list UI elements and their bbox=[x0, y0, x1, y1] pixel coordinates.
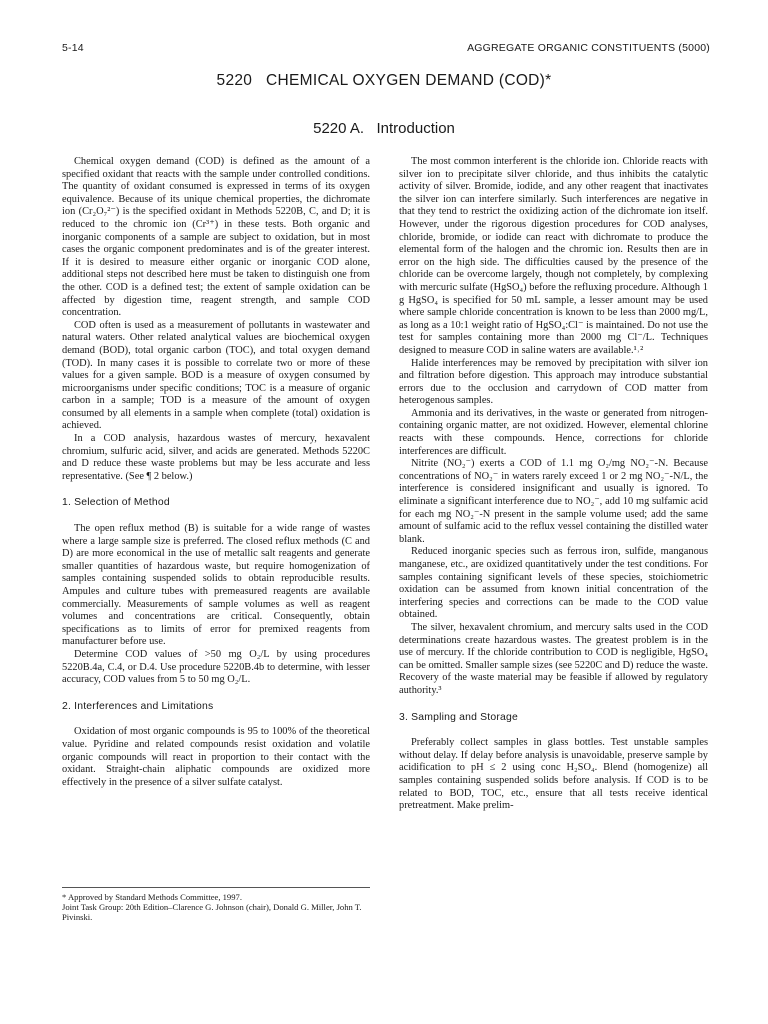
footnote-approval: * Approved by Standard Methods Committee, 1997. bbox=[62, 892, 242, 902]
right-column bbox=[399, 156, 708, 813]
left-column bbox=[62, 156, 370, 789]
paragraph: Nitrite (NO₂⁻) exerts a COD of 1.1 mg O₂/mg NO₂⁻-N. Because concentrations of NO₂⁻ in waters rarely exceed 1 or 2 mg NO₂⁻-N/L, the interference is considered insignificant and usually is ignored. To eliminate a significant interference due to NO₂⁻, add 10 mg sulfamic acid for each mg NO₂⁻-N present in the sample volume used; add the same amount of sulfamic acid to the reflux vessel containing the distilled water blank. bbox=[399, 458, 708, 545]
footnote-task-group: Joint Task Group: 20th Edition–Clarence G. Johnson (chair), Donald G. Miller, John T. Pivinski. bbox=[62, 902, 362, 922]
paragraph: Chemical oxygen demand (COD) is defined as the amount of a specified oxidant that reacts with the sample under controlled conditions. The quantity of oxidant consumed is expressed in terms of its oxygen equivalence. Because of its unique chemical properties, the dichromate ion (Cr₂O₇²⁻) is the specified oxidant in Methods 5220B, C, and D; it is reduced to the chromic ion (Cr³⁺) in these tests. Both organic and inorganic components of a sample are subject to oxidation, but in most cases the organic component predominates and is of the greater interest. If it is desired to measure either organic or inorganic COD alone, additional steps not described here must be taken to distinguish one from the other. COD is a defined test; the extent of sample oxidation can be affected by digestion time, reagent strength, and sample COD concentration. bbox=[62, 156, 370, 319]
paragraph: The open reflux method (B) is suitable for a wide range of wastes where a large sample size is preferred. The closed reflux methods (C and D) are more economical in the use of metallic salt reagents and generate smaller quantities of hazardous waste, but require homogenization of samples containing suspended solids to obtain reproducible results. Ampules and culture tubes with premeasured reagents are available commercially. Measurements of sample volumes as well as reagent volumes and concentrations are critical. Consequently, obtain specifications as to limits of error for premixed reagents from manufacturer before use. bbox=[62, 523, 370, 648]
paragraph: Reduced inorganic species such as ferrous iron, sulfide, manganous manganese, etc., are oxidized quantitatively under the test conditions. For samples containing significant levels of these species, stoichiometric oxidation can be assumed from known initial concentration of the interfering species and corrections can be made to the COD value obtained. bbox=[399, 546, 708, 621]
paragraph: COD often is used as a measurement of pollutants in wastewater and natural waters. Other related analytical values are biochemical oxygen demand (BOD), total organic carbon (TOC), and total oxygen demand (TOD). In many cases it is possible to correlate two or more of these values for a given sample. BOD is a measure of oxygen consumed by microorganisms under specific conditions; TOC is a measure of organic carbon in a sample; TOD is a measure of the amount of oxygen consumed by all elements in a sample when complete (total) oxidation is achieved. bbox=[62, 319, 370, 432]
paragraph: In a COD analysis, hazardous wastes of mercury, hexavalent chromium, sulfuric acid, silver, and acids are generated. Methods 5220C and D reduce these waste problems but may be less accurate and less representative. (See ¶ 2 below.) bbox=[62, 433, 370, 482]
page-number: 5-14 bbox=[62, 42, 84, 54]
paragraph: Halide interferences may be removed by precipitation with silver ion and filtration before digestion. This approach may introduce substantial errors due to the occlusion and carrydown of COD matter from heterogenous samples. bbox=[399, 357, 708, 407]
paragraph: Preferably collect samples in glass bottles. Test unstable samples without delay. If delay before analysis is unavoidable, preserve sample by acidification to pH ≤ 2 using conc H₂SO₄. Blend (homogenize) all samples containing suspended solids before analysis. If COD is to be related to BOD, TOC, etc., ensure that all tests receive identical pretreatment. Make prelim- bbox=[399, 737, 708, 812]
document-title: 5220 CHEMICAL OXYGEN DEMAND (COD)* bbox=[216, 72, 552, 89]
paragraph: The most common interferent is the chloride ion. Chloride reacts with silver ion to precipitate silver chloride, and thus inhibits the catalytic activity of silver. Bromide, iodide, and any other reagent that inactivates the silver ion can interfere similarly. Such interferences are negative in that they tend to restrict the oxidizing action of the dichromate ion itself. However, under the rigorous digestion procedures for COD analyses, chloride, bromide, or iodide can react with dichromate to produce the elemental form of the halogen and the chromic ion. Results then are in error on the high side. The difficulties caused by the presence of the chloride can be overcome largely, though not completely, by complexing with mercuric sulfate (HgSO₄) before the refluxing procedure. Although 1 g HgSO₄ is specified for 50 mL sample, a lesser amount may be used where sample chloride concentration is known to be less than 2000 mg/L, as long as a 10:1 weight ratio of HgSO₄:Cl⁻ is maintained. Do not use the test for samples containing more than 2000 mg Cl⁻/L. Techniques designed to measure COD in saline waters are available.¹˒² bbox=[399, 156, 708, 356]
paragraph: Determine COD values of >50 mg O₂/L by using procedures 5220B.4a, C.4, or D.4. Use procedure 5220B.4b to determine, with lesser accuracy, COD values from 5 to 50 mg O₂/L. bbox=[62, 648, 370, 686]
paragraph: Ammonia and its derivatives, in the waste or generated from nitrogen-containing organic matter, are not oxidized. However, elemental chlorine reacts with these compounds. Hence, corrections for chloride interferences are difficult. bbox=[399, 407, 708, 457]
paragraph: Oxidation of most organic compounds is 95 to 100% of the theoretical value. Pyridine and related compounds resist oxidation and volatile organic compounds will react in proportion to their contact with the oxidant. Straight-chain aliphatic compounds are oxidized more effectively in the presence of a silver sulfate catalyst. bbox=[62, 726, 370, 788]
section-heading: 3. Sampling and Storage bbox=[399, 711, 518, 723]
section-title: 5220 A. Introduction bbox=[313, 120, 455, 137]
running-title: AGGREGATE ORGANIC CONSTITUENTS (5000) bbox=[467, 42, 710, 54]
running-header bbox=[62, 42, 710, 56]
paragraph: The silver, hexavalent chromium, and mercury salts used in the COD determinations create hazardous wastes. The greatest problem is in the use of mercury. If the chloride contribution to COD is negligible, HgSO₄ can be omitted. Smaller sample sizes (see 5220C and D) reduce the waste. Recovery of the waste material may be feasible if allowed by regulatory authority.³ bbox=[399, 621, 708, 696]
footnotes bbox=[62, 887, 370, 922]
section-heading: 2. Interferences and Limitations bbox=[62, 700, 214, 712]
section-heading: 1. Selection of Method bbox=[62, 497, 170, 509]
